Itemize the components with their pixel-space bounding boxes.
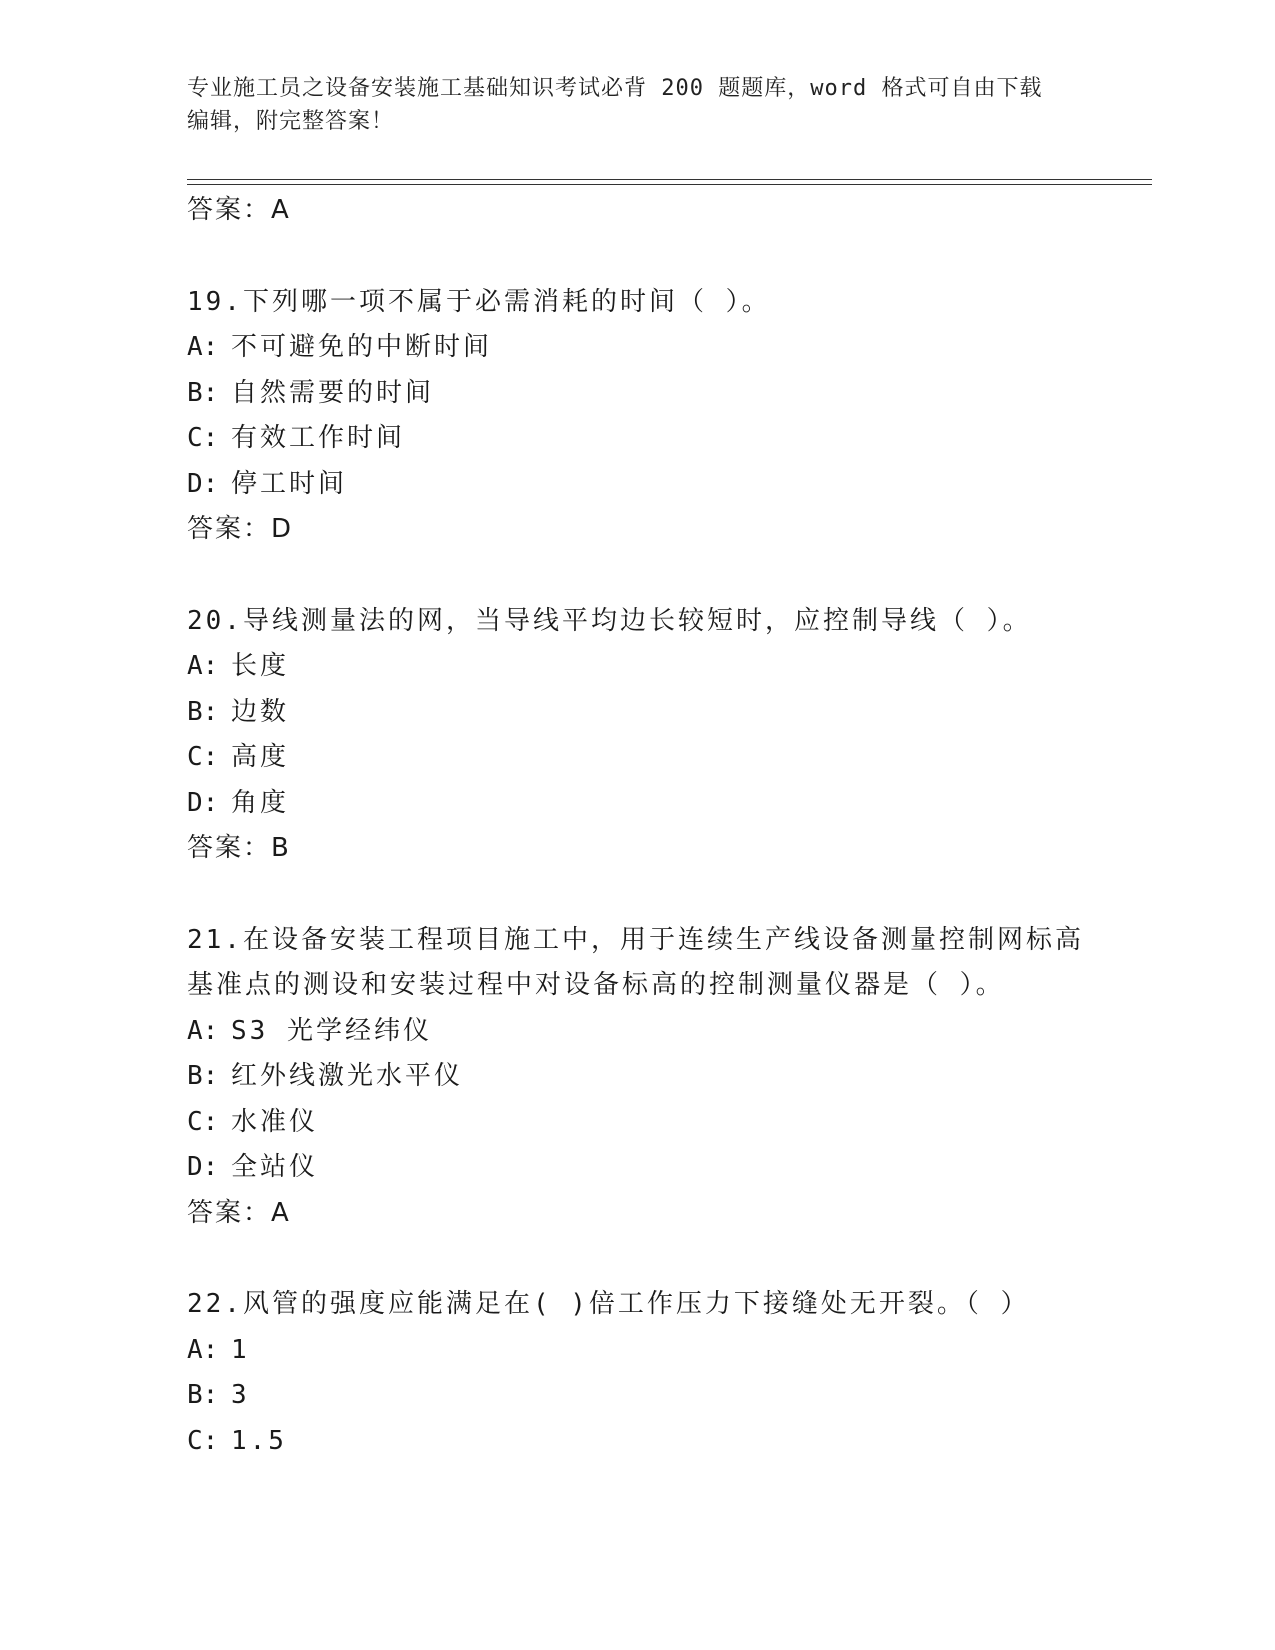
question-20 — [187, 599, 1087, 872]
question-21 — [187, 918, 1087, 1237]
spacer — [187, 234, 1087, 280]
option-text: 水准仪 — [231, 1106, 319, 1137]
option-text: 1.5 — [231, 1425, 287, 1456]
spacer — [187, 872, 1087, 918]
option-c — [187, 1419, 1087, 1465]
answer: 答案：A — [187, 1197, 291, 1228]
option-label: C: — [187, 423, 219, 453]
option-d — [187, 781, 1087, 827]
option-label: C: — [187, 1106, 219, 1137]
question-19 — [187, 280, 1087, 553]
option-c — [187, 735, 1087, 781]
question-stem: 20.导线测量法的网，当导线平均边长较短时，应控制导线（ ）。 — [187, 605, 1032, 636]
option-a — [187, 1328, 1087, 1374]
option-b — [187, 371, 1087, 417]
option-a — [187, 644, 1087, 690]
option-label: A: — [187, 1015, 219, 1046]
option-a — [187, 325, 1087, 371]
question-stem: 22.风管的强度应能满足在( )倍工作压力下接缝处无开裂。（ ） — [187, 1289, 1030, 1319]
spacer — [187, 1236, 1087, 1282]
option-c — [187, 416, 1087, 462]
option-text: 红外线激光水平仪 — [231, 1061, 464, 1091]
option-text: 停工时间 — [231, 468, 348, 499]
option-text: 1 — [231, 1334, 250, 1365]
option-text: 长度 — [231, 651, 290, 681]
question-list — [187, 188, 1087, 1464]
option-label: D: — [187, 787, 219, 818]
option-label: B: — [187, 1380, 219, 1410]
document-header — [187, 72, 1067, 138]
question-stem: 21.在设备安装工程项目施工中，用于连续生产线设备测量控制网标高 — [187, 924, 1084, 955]
option-b — [187, 1373, 1087, 1419]
question-22 — [187, 1282, 1087, 1464]
option-label: B: — [187, 377, 219, 408]
option-text: 有效工作时间 — [231, 423, 406, 453]
option-b — [187, 690, 1087, 736]
option-label: B: — [187, 696, 219, 727]
option-text: 边数 — [231, 696, 290, 727]
option-label: C: — [187, 1425, 219, 1456]
option-label: A: — [187, 1334, 219, 1365]
spacer — [187, 553, 1087, 599]
option-text: 高度 — [231, 742, 290, 772]
question-stem: 19.下列哪一项不属于必需消耗的时间（ ）。 — [187, 286, 771, 317]
option-label: B: — [187, 1061, 219, 1091]
option-label: A: — [187, 651, 219, 681]
option-text: S3 光学经纬仪 — [231, 1015, 432, 1046]
option-text: 3 — [231, 1380, 250, 1410]
option-text: 不可避免的中断时间 — [231, 332, 493, 362]
option-label: D: — [187, 1152, 219, 1182]
option-text: 自然需要的时间 — [231, 377, 435, 408]
option-b — [187, 1054, 1087, 1100]
header-line-1: 专业施工员之设备安装施工基础知识考试必背 200 题题库，word 格式可自由下载 — [187, 76, 1043, 101]
header-divider-bottom — [187, 184, 1152, 185]
answer: 答案：B — [187, 833, 291, 863]
option-label: A: — [187, 332, 219, 362]
option-text: 角度 — [231, 787, 290, 818]
header-line-2: 编辑，附完整答案！ — [187, 109, 395, 134]
option-label: C: — [187, 742, 219, 772]
option-c — [187, 1100, 1087, 1146]
question-stem-continued: 基准点的测设和安装过程中对设备标高的控制测量仪器是（ ）。 — [187, 970, 1005, 1000]
answer: 答案：D — [187, 514, 294, 544]
option-d — [187, 1145, 1087, 1191]
previous-answer: 答案：A — [187, 195, 291, 225]
option-d — [187, 462, 1087, 508]
option-label: D: — [187, 468, 219, 499]
header-divider-top — [187, 179, 1152, 180]
option-a — [187, 1009, 1087, 1055]
option-text: 全站仪 — [231, 1152, 319, 1182]
